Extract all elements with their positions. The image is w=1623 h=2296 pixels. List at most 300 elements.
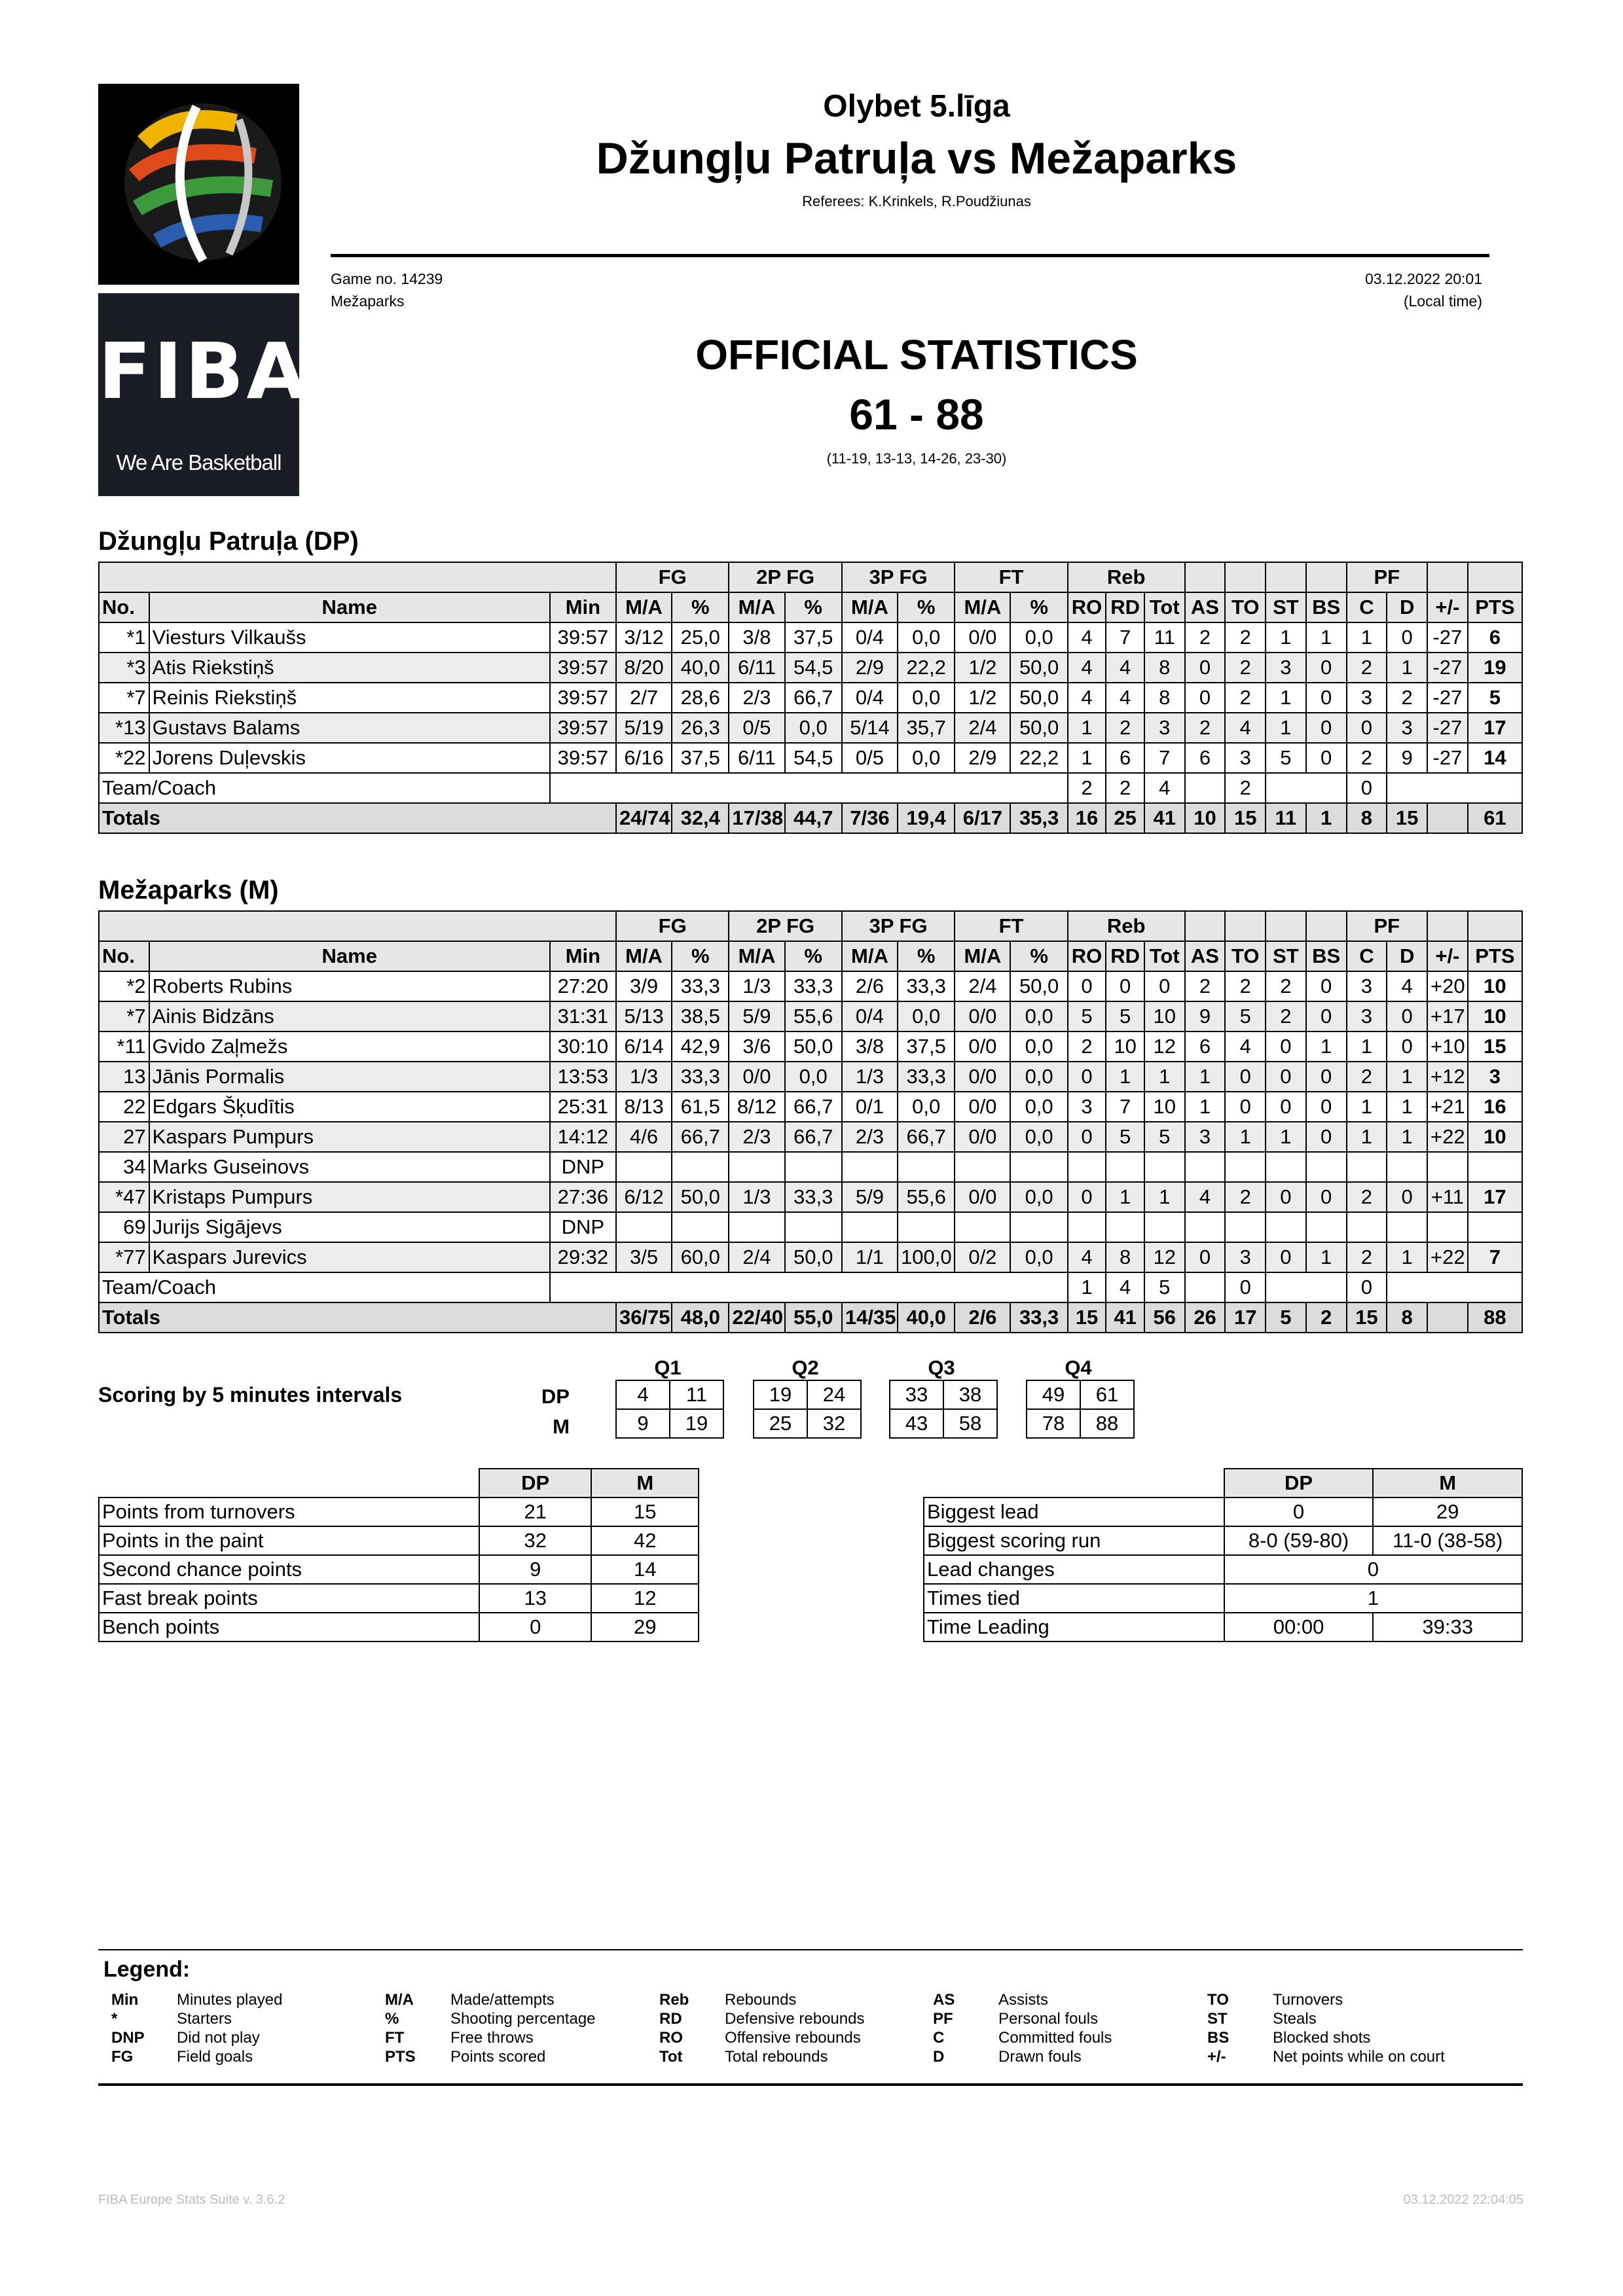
stat-cell: 35,7 — [898, 713, 955, 743]
legend-divider-bottom — [98, 2083, 1523, 2086]
player-row — [99, 1242, 1522, 1272]
stat-cell: 4 — [1225, 713, 1266, 743]
stat-cell: 5 — [1144, 1122, 1185, 1152]
stat-cell — [1427, 803, 1468, 833]
stat-cell: 35,3 — [1010, 803, 1067, 833]
stat-cell — [1347, 1212, 1387, 1242]
legend-desc: Starters — [177, 2010, 232, 2028]
stat-cell — [785, 1152, 842, 1182]
interval-score: 19 — [754, 1380, 807, 1409]
stat-cell: 0 — [1306, 683, 1347, 713]
blank-header-cell — [99, 562, 616, 592]
stat-cell: 6/11 — [729, 743, 784, 773]
stat-cell: 31:31 — [550, 1001, 616, 1031]
footer-software-version: FIBA Europe Stats Suite v. 3.6.2 — [98, 2193, 285, 2207]
stat-cell: 27:36 — [550, 1182, 616, 1212]
stat-cell: 50,0 — [1010, 713, 1067, 743]
interval-score: 4 — [616, 1380, 670, 1409]
stat-cell: 3 — [1225, 1242, 1266, 1272]
totals-row — [99, 803, 1522, 833]
stat-cell: 0 — [1185, 683, 1226, 713]
stat-cell: 1 — [1106, 1182, 1144, 1212]
lead-header: DP — [1224, 1469, 1374, 1498]
stat-cell: 0 — [1225, 1272, 1266, 1302]
stat-cell — [1225, 1212, 1266, 1242]
player-row — [99, 1031, 1522, 1062]
player-number: 13 — [99, 1062, 149, 1092]
legend-entry — [659, 1990, 864, 2009]
interval-score: 24 — [807, 1380, 861, 1409]
player-number: *13 — [99, 713, 149, 743]
stat-cell — [898, 1212, 955, 1242]
stat-cell: 5 — [1106, 1122, 1144, 1152]
stat-cell: 15 — [1387, 803, 1427, 833]
stat-cell: 6/11 — [729, 653, 784, 683]
lead-row — [924, 1613, 1522, 1641]
stat-cell: 1 — [1347, 1122, 1387, 1152]
legend-key: PTS — [385, 2048, 416, 2066]
legend-key: FG — [111, 2048, 134, 2066]
stat-cell: 11 — [1266, 803, 1306, 833]
player-name: Kaspars Pumpurs — [149, 1122, 550, 1152]
stat-cell: 0 — [1306, 1182, 1347, 1212]
stat-cell: 66,7 — [785, 1092, 842, 1122]
legend-key: DNP — [111, 2029, 145, 2047]
stat-cell: 2 — [1225, 653, 1266, 683]
stat-cell — [1185, 1152, 1226, 1182]
stat-cell: 12 — [1144, 1031, 1185, 1062]
legend-desc: Offensive rebounds — [725, 2029, 861, 2047]
stat-cell: 3 — [1347, 683, 1387, 713]
player-row — [99, 622, 1522, 653]
stat-cell: 2 — [1387, 683, 1427, 713]
blank-header-cell — [1427, 562, 1468, 592]
stat-cell — [1387, 773, 1522, 803]
stat-cell: 1 — [1185, 1062, 1226, 1092]
stat-cell: 1 — [1144, 1062, 1185, 1092]
column-header: Tot — [1144, 941, 1185, 971]
legend-entry — [659, 2047, 864, 2066]
stat-cell: 0 — [1266, 1062, 1306, 1092]
stat-cell: 24/74 — [616, 803, 672, 833]
blank-header-cell — [99, 911, 616, 941]
stat-cell: 0 — [1068, 1122, 1106, 1152]
points-label: Bench points — [99, 1613, 479, 1641]
fiba-wordmark: FIBA — [98, 326, 309, 416]
column-header: % — [898, 941, 955, 971]
column-header: M/A — [729, 592, 784, 622]
team-coach-row — [99, 1272, 1522, 1302]
stat-cell: 5/9 — [729, 1001, 784, 1031]
stat-cell: 40,0 — [672, 653, 729, 683]
stat-cell: 39:57 — [550, 653, 616, 683]
points-value: 12 — [591, 1584, 699, 1613]
column-header: ST — [1266, 941, 1306, 971]
league-name: Olybet 5.līga — [823, 89, 1010, 124]
stat-cell: 0,0 — [898, 1001, 955, 1031]
stat-cell: 1 — [1387, 1242, 1427, 1272]
legend-entry — [1207, 1990, 1445, 2009]
quarter-interval-table — [615, 1380, 724, 1439]
stat-cell: 0 — [1185, 653, 1226, 683]
document-title: OFFICIAL STATISTICS — [695, 331, 1138, 378]
column-header: % — [898, 592, 955, 622]
stat-cell: 3 — [1387, 713, 1427, 743]
stat-cell: 1/2 — [955, 683, 1010, 713]
stat-cell: 50,0 — [672, 1182, 729, 1212]
stat-cell — [1427, 1152, 1468, 1182]
stat-cell: 1 — [1266, 713, 1306, 743]
player-number: *2 — [99, 971, 149, 1001]
stat-cell: 10 — [1185, 803, 1226, 833]
stat-cell: 0 — [1306, 1001, 1347, 1031]
stat-cell: 6 — [1106, 743, 1144, 773]
points-value: 15 — [591, 1498, 699, 1526]
blank-header-cell — [1427, 911, 1468, 941]
legend-desc: Points scored — [450, 2048, 546, 2066]
stat-cell: 41 — [1144, 803, 1185, 833]
stat-cell: 17 — [1468, 1182, 1522, 1212]
points-value: 29 — [591, 1613, 699, 1641]
legend-key: ST — [1207, 2010, 1228, 2028]
stat-cell: 1 — [1306, 622, 1347, 653]
stat-cell: 12 — [1144, 1242, 1185, 1272]
stat-cell: 6/14 — [616, 1031, 672, 1062]
stat-cell: 22,2 — [898, 653, 955, 683]
legend-desc: Rebounds — [725, 1991, 797, 2009]
column-header: Min — [550, 592, 616, 622]
stat-cell: 0 — [1387, 1182, 1427, 1212]
fiba-wordmark-box — [98, 293, 309, 496]
blank-header-cell — [1225, 911, 1266, 941]
stat-cell: 5 — [1468, 683, 1522, 713]
legend-desc: Drawn fouls — [998, 2048, 1082, 2066]
quarter-scores: (11-19, 13-13, 14-26, 23-30) — [826, 450, 1007, 467]
stat-cell: 5 — [1144, 1272, 1185, 1302]
stat-cell: 100,0 — [898, 1242, 955, 1272]
column-header: RO — [1068, 941, 1106, 971]
player-row — [99, 713, 1522, 743]
stat-cell: 0 — [1266, 1182, 1306, 1212]
stat-cell: 2 — [1068, 773, 1106, 803]
stat-cell: 0 — [1347, 713, 1387, 743]
column-header: BS — [1306, 941, 1347, 971]
interval-team-label: M — [553, 1415, 570, 1438]
stat-cell: 4 — [1068, 1242, 1106, 1272]
interval-score: 38 — [943, 1380, 997, 1409]
stat-cell: 33,3 — [785, 1182, 842, 1212]
stat-cell — [550, 1272, 1068, 1302]
group-header: 3P FG — [842, 562, 955, 592]
stat-cell: 55,6 — [898, 1182, 955, 1212]
lead-value: 8-0 (59-80) — [1224, 1526, 1374, 1555]
stat-cell: 3 — [1468, 1062, 1522, 1092]
lead-value: 11-0 (38-58) — [1373, 1526, 1522, 1555]
lead-value: 0 — [1224, 1555, 1522, 1584]
column-header: % — [1010, 941, 1067, 971]
lead-value: 0 — [1224, 1498, 1374, 1526]
player-number: 34 — [99, 1152, 149, 1182]
interval-score: 58 — [943, 1409, 997, 1438]
stat-cell: 2 — [1068, 1031, 1106, 1062]
stat-cell: 1/1 — [842, 1242, 898, 1272]
stat-cell: 8 — [1347, 803, 1387, 833]
lead-label: Lead changes — [924, 1555, 1224, 1584]
quarter-header: Q1 — [654, 1356, 682, 1379]
legend-key: M/A — [385, 1991, 414, 2009]
stat-cell: 6/16 — [616, 743, 672, 773]
quarter-interval-table — [753, 1380, 862, 1439]
stat-cell: 33,3 — [898, 971, 955, 1001]
legend-key: PF — [933, 2010, 953, 2028]
legend-key: +/- — [1207, 2048, 1226, 2066]
stat-cell — [1068, 1152, 1106, 1182]
interval-row — [1027, 1380, 1134, 1409]
interval-row — [616, 1409, 723, 1438]
stat-cell — [842, 1212, 898, 1242]
stat-cell: 0 — [1306, 1062, 1347, 1092]
lead-value: 29 — [1373, 1498, 1522, 1526]
column-header: PTS — [1468, 941, 1522, 971]
column-header: ST — [1266, 592, 1306, 622]
match-title: Džungļu Patruļa vs Mežaparks — [596, 134, 1237, 183]
player-number: *11 — [99, 1031, 149, 1062]
stat-cell — [1266, 773, 1346, 803]
stat-cell: 0/0 — [955, 1182, 1010, 1212]
legend-column — [111, 1990, 282, 2066]
stat-cell: 0/4 — [842, 622, 898, 653]
stat-cell: 3/8 — [842, 1031, 898, 1062]
stat-cell — [1010, 1212, 1067, 1242]
blank-header-cell — [1468, 911, 1522, 941]
stat-cell: 2/4 — [955, 713, 1010, 743]
stat-cell: 28,6 — [672, 683, 729, 713]
points-value: 14 — [591, 1555, 699, 1584]
stat-cell: 54,5 — [785, 743, 842, 773]
column-header: +/- — [1427, 592, 1468, 622]
interval-team-label: DP — [541, 1385, 570, 1408]
stat-cell: 5/9 — [842, 1182, 898, 1212]
totals-row — [99, 1302, 1522, 1333]
stat-cell: 0/0 — [955, 1092, 1010, 1122]
blank-header-cell — [1185, 562, 1226, 592]
stat-cell: 3 — [1068, 1092, 1106, 1122]
points-value: 13 — [479, 1584, 592, 1613]
stat-cell: 54,5 — [785, 653, 842, 683]
column-header: BS — [1306, 592, 1347, 622]
stat-cell: 8 — [1144, 683, 1185, 713]
legend-entry — [111, 2028, 282, 2047]
player-row — [99, 1152, 1522, 1182]
legend-desc: Blocked shots — [1273, 2029, 1371, 2047]
lead-label: Biggest scoring run — [924, 1526, 1224, 1555]
column-header: % — [672, 941, 729, 971]
stat-cell: 39:57 — [550, 743, 616, 773]
stat-cell: 0/0 — [729, 1062, 784, 1092]
totals-label: Totals — [99, 1302, 616, 1333]
stat-cell: +21 — [1427, 1092, 1468, 1122]
player-number: 22 — [99, 1092, 149, 1122]
stat-cell: 66,7 — [898, 1122, 955, 1152]
stat-cell — [842, 1152, 898, 1182]
stat-cell — [955, 1212, 1010, 1242]
stat-cell: 0 — [1347, 773, 1387, 803]
column-header: % — [1010, 592, 1067, 622]
stat-cell: 15 — [1468, 1031, 1522, 1062]
stat-cell — [1106, 1152, 1144, 1182]
stat-cell — [1010, 1152, 1067, 1182]
stat-cell: 50,0 — [1010, 971, 1067, 1001]
player-name: Jorens Duļevskis — [149, 743, 550, 773]
player-row — [99, 1182, 1522, 1212]
stat-cell: 2/6 — [955, 1302, 1010, 1333]
points-row — [99, 1613, 699, 1641]
lead-label: Times tied — [924, 1584, 1224, 1613]
stat-cell: 15 — [1225, 803, 1266, 833]
blank-header-cell — [1266, 911, 1306, 941]
stat-cell: 0 — [1266, 1031, 1306, 1062]
group-header: 2P FG — [729, 562, 841, 592]
stat-cell: 61,5 — [672, 1092, 729, 1122]
stat-cell: 44,7 — [785, 803, 842, 833]
legend-entry — [111, 1990, 282, 2009]
column-header: PTS — [1468, 592, 1522, 622]
stat-cell: 7 — [1106, 622, 1144, 653]
stat-cell: 1 — [1266, 1122, 1306, 1152]
player-number: *22 — [99, 743, 149, 773]
stat-cell — [1266, 1212, 1306, 1242]
stat-cell: 14 — [1468, 743, 1522, 773]
legend-key: FT — [385, 2029, 405, 2047]
stat-cell: 8/20 — [616, 653, 672, 683]
stat-cell: 11 — [1144, 622, 1185, 653]
stat-cell: +11 — [1427, 1182, 1468, 1212]
stat-cell: 33,3 — [1010, 1302, 1067, 1333]
group-header: 2P FG — [729, 911, 841, 941]
quarter-header: Q2 — [792, 1356, 819, 1379]
stat-cell: 2 — [1266, 1001, 1306, 1031]
stat-cell — [616, 1152, 672, 1182]
lead-stats-table — [923, 1468, 1523, 1642]
stat-cell: 6/17 — [955, 803, 1010, 833]
stat-cell: 4 — [1068, 653, 1106, 683]
stat-cell: 3/6 — [729, 1031, 784, 1062]
legend-entry — [1207, 2028, 1445, 2047]
column-header: RO — [1068, 592, 1106, 622]
stat-cell: 3/12 — [616, 622, 672, 653]
stat-cell: 42,9 — [672, 1031, 729, 1062]
stat-cell — [1185, 1212, 1226, 1242]
stat-cell: 48,0 — [672, 1302, 729, 1333]
stat-cell — [1185, 1272, 1226, 1302]
interval-score: 19 — [670, 1409, 723, 1438]
stat-cell: 14/35 — [842, 1302, 898, 1333]
legend-entry — [933, 2047, 1112, 2066]
points-value: 32 — [479, 1526, 592, 1555]
stat-cell: 2 — [1347, 653, 1387, 683]
stat-cell — [1387, 1272, 1522, 1302]
stat-cell: 1 — [1387, 1122, 1427, 1152]
player-number: *7 — [99, 683, 149, 713]
player-number: *47 — [99, 1182, 149, 1212]
stat-cell: 4 — [1185, 1182, 1226, 1212]
column-header: M/A — [842, 592, 898, 622]
interval-row — [1027, 1409, 1134, 1438]
stat-cell: 66,7 — [785, 683, 842, 713]
team-title-dp: Džungļu Patruļa (DP) — [98, 527, 359, 556]
stat-cell: 0,0 — [898, 743, 955, 773]
stat-cell: 3 — [1347, 1001, 1387, 1031]
player-row — [99, 683, 1522, 713]
stat-cell: 0 — [1225, 1062, 1266, 1092]
column-header: % — [785, 592, 842, 622]
stat-cell: 2/9 — [842, 653, 898, 683]
stat-cell: +20 — [1427, 971, 1468, 1001]
stat-cell: 0 — [1306, 971, 1347, 1001]
stat-cell: 0,0 — [1010, 1062, 1067, 1092]
stat-cell: DNP — [550, 1212, 616, 1242]
interval-score: 11 — [670, 1380, 723, 1409]
basketball-logo-icon — [98, 84, 299, 285]
points-value: 9 — [479, 1555, 592, 1584]
stat-cell: 1 — [1387, 1062, 1427, 1092]
points-label: Second chance points — [99, 1555, 479, 1584]
stat-cell: 4 — [1225, 1031, 1266, 1062]
stat-cell: 1 — [1225, 1122, 1266, 1152]
column-header: Tot — [1144, 592, 1185, 622]
legend-desc: Turnovers — [1273, 1991, 1343, 2009]
stat-cell: 2 — [1225, 971, 1266, 1001]
stat-cell: 0,0 — [1010, 1092, 1067, 1122]
stat-cell: 1 — [1068, 1272, 1106, 1302]
stat-cell — [785, 1212, 842, 1242]
fiba-logo — [98, 84, 309, 496]
player-row — [99, 743, 1522, 773]
stat-cell: 0 — [1306, 743, 1347, 773]
stat-cell: 1 — [1068, 743, 1106, 773]
stat-cell: 50,0 — [785, 1242, 842, 1272]
stat-cell: 2 — [1225, 622, 1266, 653]
points-row — [99, 1555, 699, 1584]
stat-cell: 10 — [1468, 1122, 1522, 1152]
lead-label: Time Leading — [924, 1613, 1224, 1641]
legend-title: Legend: — [103, 1957, 191, 1982]
stat-cell: 0 — [1225, 1092, 1266, 1122]
stat-cell: 1 — [1106, 1062, 1144, 1092]
stat-cell: 55,0 — [785, 1302, 842, 1333]
column-header: M/A — [616, 941, 672, 971]
stat-cell: 50,0 — [1010, 653, 1067, 683]
group-header: Reb — [1068, 562, 1185, 592]
stat-cell: 37,5 — [785, 622, 842, 653]
stat-cell: 7 — [1144, 743, 1185, 773]
stat-cell: 0/0 — [955, 1031, 1010, 1062]
stat-cell — [1347, 1152, 1387, 1182]
stat-cell: 9 — [1185, 1001, 1226, 1031]
stat-cell: 5 — [1266, 743, 1306, 773]
team-title-m: Mežaparks (M) — [98, 876, 279, 905]
stat-cell: 9 — [1387, 743, 1427, 773]
stat-cell — [1427, 1212, 1468, 1242]
legend-column — [659, 1990, 864, 2066]
player-number: 27 — [99, 1122, 149, 1152]
interval-row — [890, 1409, 997, 1438]
player-row — [99, 653, 1522, 683]
legend-desc: Net points while on court — [1273, 2048, 1445, 2066]
player-row — [99, 1092, 1522, 1122]
player-name: Reinis Riekstiņš — [149, 683, 550, 713]
stat-cell: 2 — [1185, 622, 1226, 653]
